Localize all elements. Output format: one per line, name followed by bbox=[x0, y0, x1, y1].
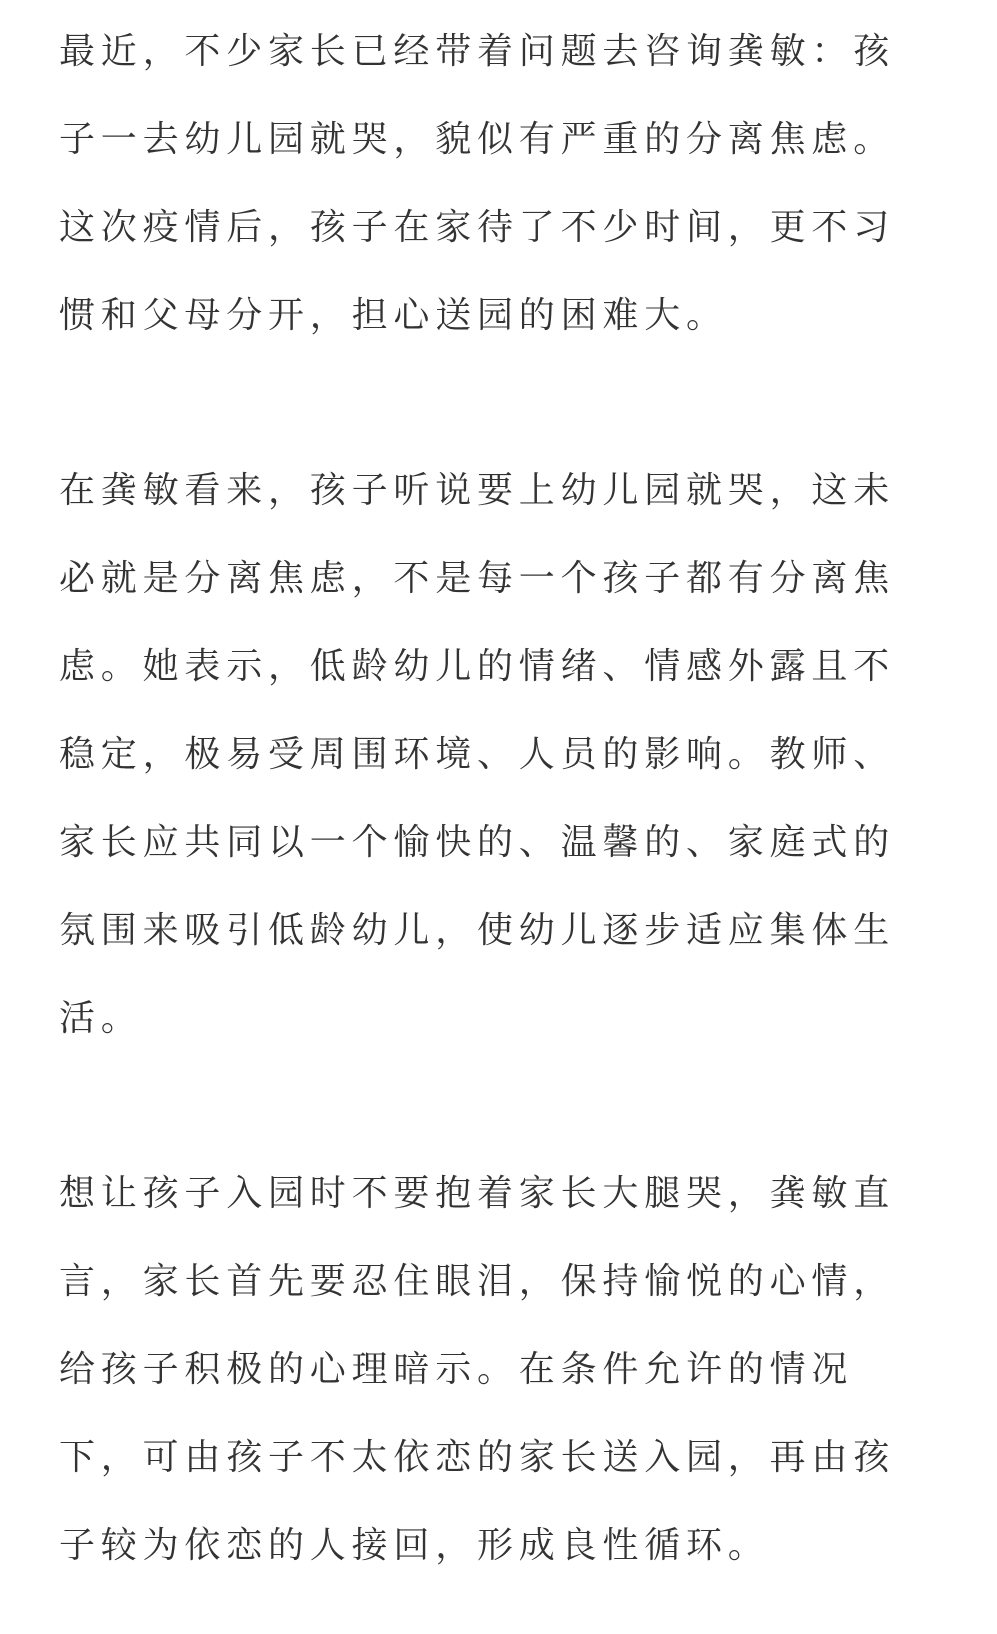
text-line: 氛围来吸引低龄幼儿，使幼儿逐步适应集体生 bbox=[59, 910, 896, 951]
text-line: 虑。她表示，低龄幼儿的情绪、情感外露且不 bbox=[59, 646, 896, 687]
text-line: 子一去幼儿园就哭，貌似有严重的分离焦虑。 bbox=[59, 119, 896, 160]
text-line: 给孩子积极的心理暗示。在条件允许的情况 bbox=[59, 1349, 854, 1390]
text-line: 家长应共同以一个愉快的、温馨的、家庭式的 bbox=[59, 822, 896, 863]
article-body bbox=[59, 8, 919, 1590]
text-line: 惯和父母分开，担心送园的困难大。 bbox=[59, 295, 728, 336]
paragraph-spacer bbox=[59, 360, 919, 447]
paragraph-1 bbox=[59, 8, 919, 360]
text-line: 最近，不少家长已经带着问题去咨询龚敏：孩 bbox=[59, 31, 896, 72]
text-line: 子较为依恋的人接回，形成良性循环。 bbox=[59, 1525, 770, 1566]
paragraph-spacer bbox=[59, 1063, 919, 1150]
text-line: 言，家长首先要忍住眼泪，保持愉悦的心情， bbox=[59, 1261, 896, 1302]
text-line: 在龚敏看来，孩子听说要上幼儿园就哭，这未 bbox=[59, 470, 896, 511]
text-line: 这次疫情后，孩子在家待了不少时间，更不习 bbox=[59, 207, 896, 248]
text-line: 必就是分离焦虑，不是每一个孩子都有分离焦 bbox=[59, 558, 896, 599]
text-line: 活。 bbox=[59, 998, 143, 1039]
text-line: 稳定，极易受周围环境、人员的影响。教师、 bbox=[59, 734, 896, 775]
paragraph-2 bbox=[59, 447, 919, 1063]
paragraph-3 bbox=[59, 1150, 919, 1590]
text-line: 想让孩子入园时不要抱着家长大腿哭，龚敏直 bbox=[59, 1173, 896, 1214]
text-line: 下，可由孩子不太依恋的家长送入园，再由孩 bbox=[59, 1437, 896, 1478]
